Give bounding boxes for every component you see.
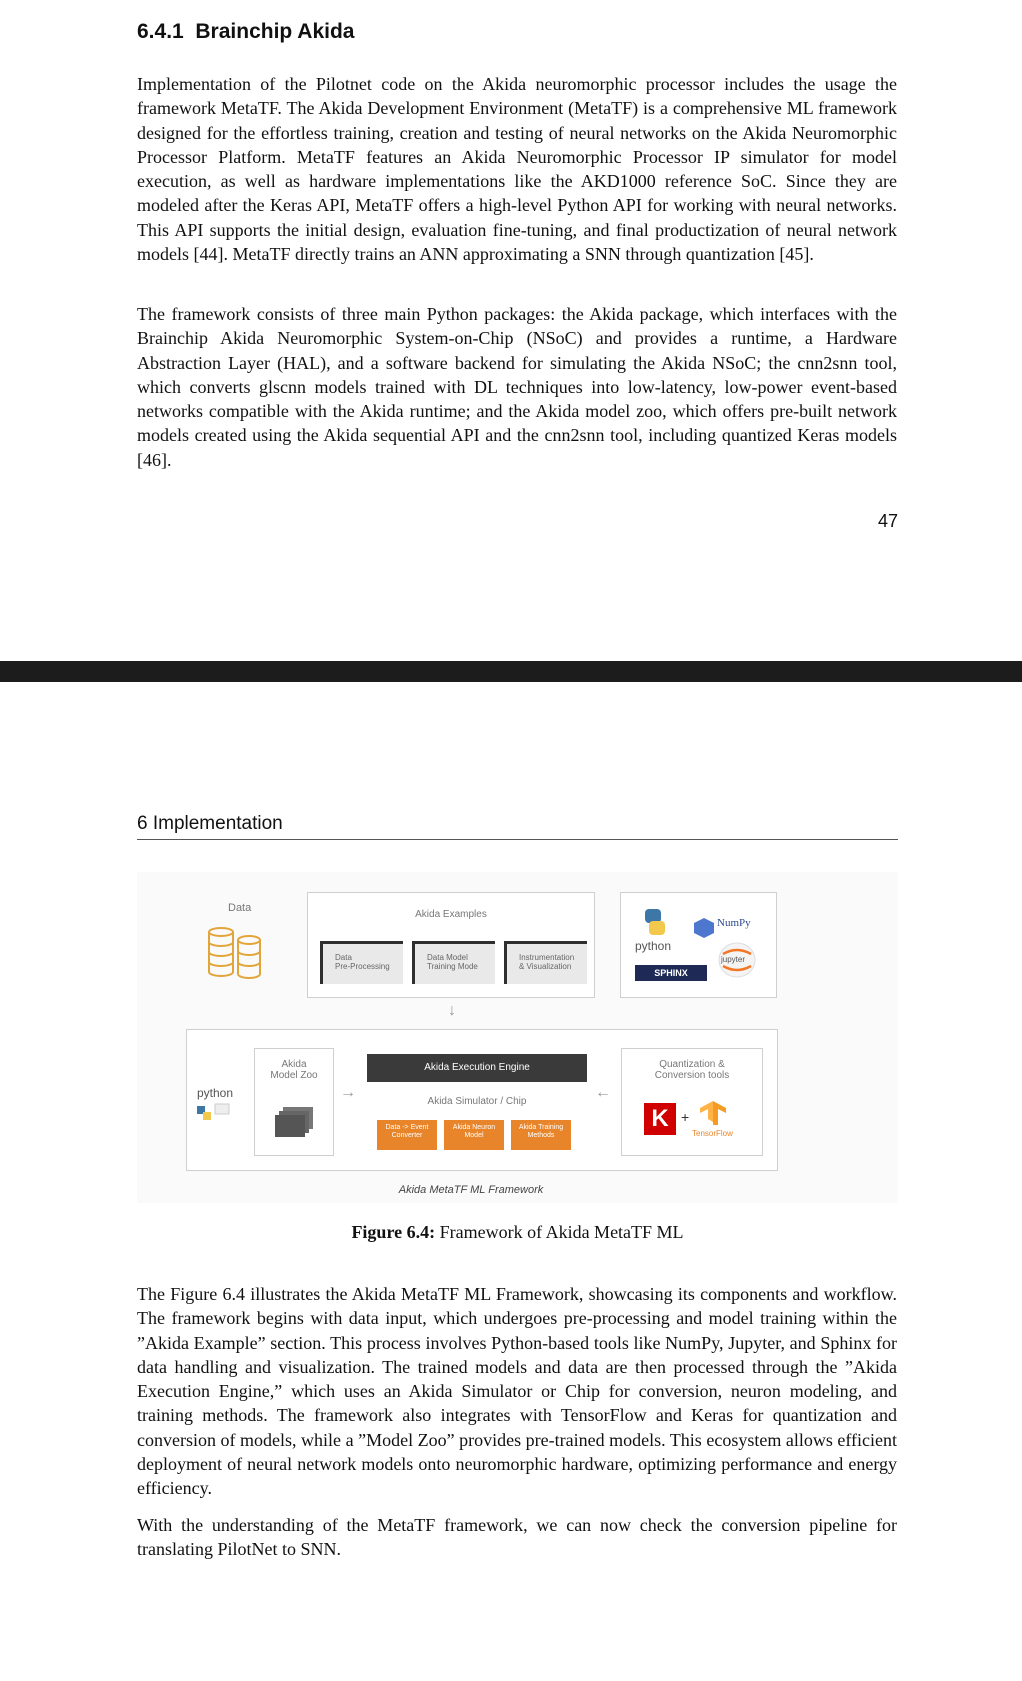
down-arrow-icon: ↓	[448, 1002, 456, 1019]
quantization-label: Quantization & Conversion tools	[654, 1059, 730, 1081]
tensorflow-label: TensorFlow	[692, 1129, 733, 1138]
tensorflow-logo-icon	[696, 1099, 730, 1127]
examples-title: Akida Examples	[415, 909, 487, 920]
paragraph-1: Implementation of the Pilotnet code on the Akida neuromorphic processor includes the usage the framework MetaTF. The Akida Development Environment (MetaTF) is a comprehensive ML framework designed for the effortless training, creation and testing of neural networks on the Akida Neuromorphic Processor Platform. MetaTF features an Akida Neuromorphic Processor IP simulator for model execution, as well as hardware implementations like the AKD1000 reference SoC. Since they are modeled after the Keras API, MetaTF offers a high-level Python API for working with neural networks. This API supports the initial design, evaluation fine-tuning, and final productization of neural network models [44]. MetaTF directly trains an ANN approximating a SNN through quantization [45].	[137, 74, 897, 265]
database-icon	[205, 924, 275, 984]
sphinx-logo: SPHINX	[635, 965, 707, 981]
data-label: Data	[228, 902, 252, 914]
right-arrow-icon: →	[340, 1084, 356, 1101]
section-number: 6.4.1	[137, 20, 184, 43]
preprocessing-block	[320, 941, 403, 984]
pypi-label: python	[197, 1086, 234, 1100]
tools-box	[620, 892, 777, 998]
framework-label: Akida MetaTF ML Framework	[398, 1184, 544, 1196]
paragraph-4: With the understanding of the MetaTF framework, we can now check the conversion pipeline for translating PilotNet to SNN.	[137, 1515, 897, 1560]
numpy-logo-icon	[693, 917, 715, 939]
quantization-box	[621, 1048, 763, 1156]
data-event-converter-block: Data -> Event Converter	[377, 1120, 437, 1150]
simulator-chip-label: Akida Simulator / Chip	[427, 1096, 527, 1107]
section-title: Brainchip Akida	[195, 20, 355, 43]
akida-examples-box	[307, 892, 595, 998]
model-zoo-box	[254, 1048, 334, 1156]
neuron-model-block: Akida Neuron Model	[444, 1120, 504, 1150]
python-label: python	[635, 939, 672, 953]
page-number: 47	[877, 511, 898, 531]
paragraph-3: The Figure 6.4 illustrates the Akida MetaTF ML Framework, showcasing its components and workflow. The framework begins with data input, which undergoes pre-processing and model training within the ”Akida Example” section. This process involves Python-based tools like NumPy, Jupyter, and Sphinx for data handling and visualization. The trained models and data are then processed through the ”Akida Execution Engine,” which uses an Akida Simulator or Chip for conversion, neuron modeling, and training methods. The framework also integrates with TensorFlow and Keras for quantization and conversion of models, while a ”Model Zoo” provides pre-trained models. This ecosystem allows efficient deployment of neural network models onto neuromorphic hardware, optimizing performance and energy efficiency.	[137, 1284, 897, 1499]
jupyter-label: jupyter	[721, 955, 746, 964]
instrumentation-block	[504, 941, 587, 984]
figure-akida-framework	[137, 872, 898, 1203]
training-methods-block: Akida Training Methods	[511, 1120, 571, 1150]
model-stack-icon	[273, 1105, 317, 1141]
figure-caption-label: Figure 6.4:	[351, 1222, 436, 1242]
model-zoo-label: Akida Model Zoo	[270, 1059, 318, 1081]
page-divider	[0, 661, 1022, 682]
instrumentation-label: Instrumentation & Visualization	[519, 953, 575, 971]
figure-caption	[137, 1222, 898, 1243]
running-head-rule	[137, 839, 898, 840]
plus-icon: +	[681, 1109, 690, 1125]
left-arrow-icon: ←	[595, 1084, 611, 1101]
python-logo-icon	[639, 907, 669, 937]
execution-engine-header: Akida Execution Engine	[367, 1054, 587, 1082]
figure-caption-text: Framework of Akida MetaTF ML	[439, 1222, 684, 1242]
section-heading	[137, 20, 354, 44]
numpy-label: NumPy	[717, 917, 751, 929]
pypi-icon	[195, 1100, 235, 1124]
training-mode-label: Data Model Training Mode	[427, 953, 478, 971]
preprocessing-label: Data Pre-Processing	[335, 953, 390, 971]
paragraph-2: The framework consists of three main Python packages: the Akida package, which interfaces with the Brainchip Akida Neuromorphic System-on-Chip (NSoC) and provides a runtime, a Hardware Abstraction Layer (HAL), and a software backend for simulating the Akida NSoC; the cnn2snn tool, which converts glscnn models trained with DL techniques into low-latency, low-power event-based networks compatible with the Akida runtime; and the Akida model zoo, which offers pre-built network models created using the Akida sequential API and the cnn2snn tool, including quantized Keras models [46].	[137, 304, 897, 470]
keras-logo: K	[644, 1103, 676, 1135]
running-head: 6 Implementation	[137, 813, 283, 834]
training-mode-block	[412, 941, 495, 984]
